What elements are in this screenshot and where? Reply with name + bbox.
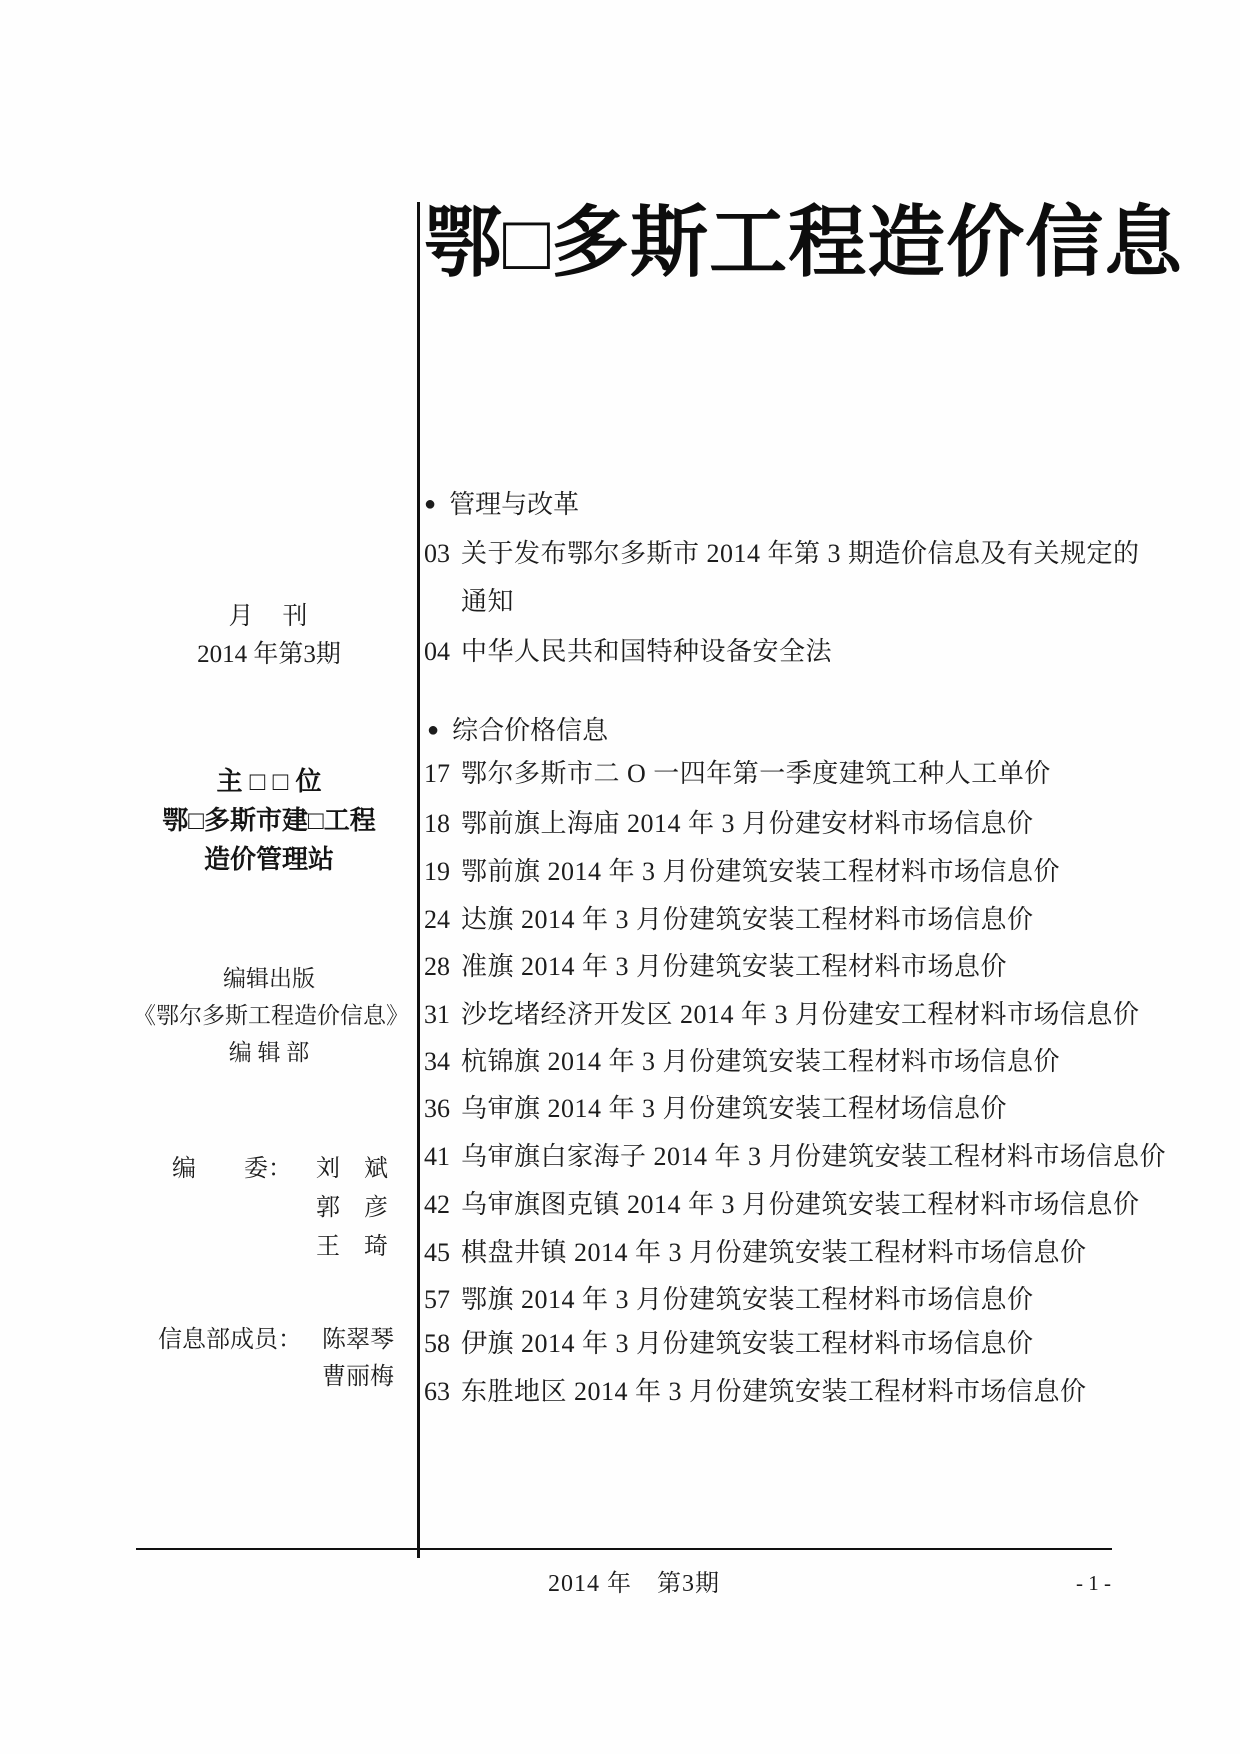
toc-item-title: 乌审旗白家海子 2014 年 3 月份建筑安装工程材料市场信息价 [461, 1142, 1167, 1171]
toc-item-page: 63 [424, 1377, 450, 1406]
toc-item [424, 758, 1051, 789]
bullet-icon: ● [424, 492, 437, 515]
toc-item-page: 34 [424, 1047, 450, 1076]
organizer-name-line2: 造价管理站 [203, 844, 334, 874]
toc-item-page: 03 [424, 539, 450, 568]
toc-item [424, 1376, 1087, 1407]
toc-section-heading-prices [427, 710, 608, 747]
toc-section-title: 综合价格信息 [452, 716, 609, 745]
info-department-block [158, 1322, 394, 1396]
toc-item [424, 538, 1140, 617]
toc-item-title: 杭锦旗 2014 年 3 月份建筑安装工程材料市场信息价 [461, 1047, 1061, 1076]
toc-item [424, 1284, 1034, 1315]
board-member: 郭 彦 [316, 1195, 388, 1221]
publication-frequency: 月 刊 [228, 603, 310, 630]
vertical-divider [417, 202, 420, 1558]
toc-item-title: 东胜地区 2014 年 3 月份建筑安装工程材料市场信息价 [461, 1377, 1087, 1406]
toc-item [424, 999, 1140, 1030]
toc-item-page: 31 [424, 1000, 450, 1029]
organizer-name-line1: 鄂□多斯市建□工程 [162, 805, 376, 835]
toc-item-title: 棋盘井镇 2014 年 3 月份建筑安装工程材料市场信息价 [461, 1238, 1087, 1267]
toc-item-title: 乌审旗图克镇 2014 年 3 月份建筑安装工程材料市场信息价 [461, 1190, 1140, 1219]
toc-item [424, 636, 832, 667]
toc-item-page: 42 [424, 1190, 450, 1219]
toc-item-title: 鄂旗 2014 年 3 月份建筑安装工程材料市场信息价 [461, 1285, 1034, 1314]
toc-item [424, 808, 1034, 839]
bullet-icon: ● [427, 718, 440, 741]
editorial-board-label: 编 委： [172, 1156, 292, 1182]
toc-item-page: 28 [424, 952, 450, 981]
toc-item [424, 1046, 1060, 1077]
toc-item-page: 19 [424, 857, 450, 886]
footer-divider [136, 1548, 1112, 1550]
toc-item [424, 1237, 1087, 1268]
organizer-block [133, 762, 405, 879]
footer-issue-label: 2014 年 第3期 [548, 1571, 720, 1597]
info-department-member: 陈翠琴 [322, 1327, 394, 1353]
publisher-name: 《鄂尔多斯工程造价信息》 [133, 1003, 409, 1028]
toc-item-title: 中华人民共和国特种设备安全法 [461, 637, 833, 666]
editorial-board-members [316, 1150, 388, 1267]
toc-item-title: 鄂前旗上海庙 2014 年 3 月份建安材料市场信息价 [461, 809, 1034, 838]
toc-item-title: 乌审旗 2014 年 3 月份建筑安装工程材场信息价 [461, 1094, 1008, 1123]
toc-item-title: 准旗 2014 年 3 月份建筑安装工程材料市场息价 [461, 952, 1008, 981]
toc-item [424, 951, 1007, 982]
publisher-department: 编 辑 部 [228, 1040, 310, 1065]
toc-item-title: 鄂前旗 2014 年 3 月份建筑安装工程材料市场信息价 [461, 857, 1061, 886]
page-title: 鄂□多斯工程造价信息 [424, 198, 1184, 286]
toc-item [424, 904, 1034, 935]
toc-item-title: 伊旗 2014 年 3 月份建筑安装工程材料市场信息价 [461, 1329, 1034, 1358]
toc-item-page: 36 [424, 1094, 450, 1123]
board-member: 刘 斌 [316, 1156, 388, 1182]
info-department-label: 信息部成员： [158, 1327, 302, 1353]
info-department-members [322, 1322, 394, 1396]
toc-item-page: 45 [424, 1238, 450, 1267]
toc-item-page: 04 [424, 637, 450, 666]
toc-item [424, 1189, 1140, 1220]
toc-item-title: 关于发布鄂尔多斯市 2014 年第 3 期造价信息及有关规定的 [461, 539, 1140, 568]
toc-item-page: 57 [424, 1285, 450, 1314]
toc-item-page: 24 [424, 905, 450, 934]
info-department-member: 曹丽梅 [322, 1364, 394, 1390]
toc-item-page: 41 [424, 1142, 450, 1171]
toc-item-title: 达旗 2014 年 3 月份建筑安装工程材料市场信息价 [461, 905, 1034, 934]
toc-item-title: 沙圪堵经济开发区 2014 年 3 月份建安工程材料市场信息价 [461, 1000, 1140, 1029]
toc-section-title: 管理与改革 [449, 490, 580, 519]
publisher-block [133, 960, 409, 1071]
issue-number: 2014 年第3期 [197, 641, 341, 668]
toc-section-heading-management [424, 484, 579, 521]
toc-item-title: 鄂尔多斯市二 O 一四年第一季度建筑工种人工单价 [461, 759, 1051, 788]
publisher-heading: 编辑出版 [223, 966, 315, 991]
toc-item [424, 1328, 1034, 1359]
toc-item-page: 17 [424, 759, 450, 788]
toc-item [424, 1141, 1166, 1172]
toc-item-page: 58 [424, 1329, 450, 1358]
footer-page-number: - 1 - [1076, 1571, 1111, 1595]
toc-item-page: 18 [424, 809, 450, 838]
editorial-board-block [172, 1150, 388, 1267]
organizer-heading: 主 □ □ 位 [216, 766, 322, 796]
toc-item [424, 856, 1060, 887]
toc-item-title-line2: 通知 [461, 587, 515, 616]
toc-item [424, 1093, 1007, 1124]
board-member: 王 琦 [316, 1234, 388, 1260]
